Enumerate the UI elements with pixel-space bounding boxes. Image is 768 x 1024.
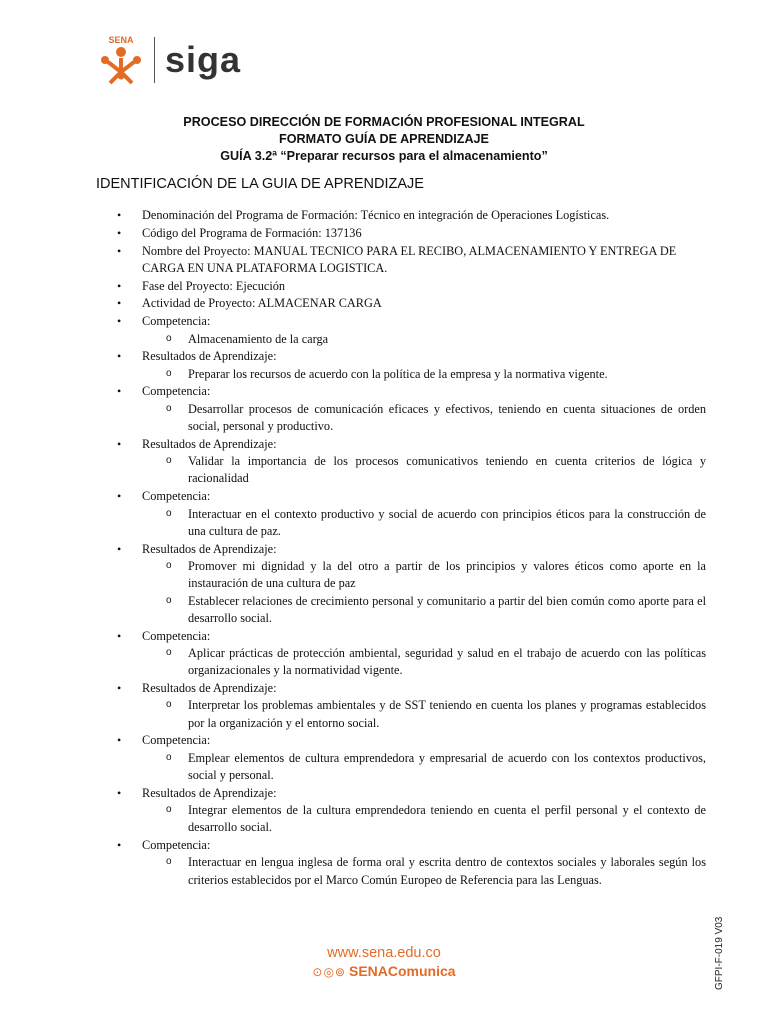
list-item-text: Competencia: xyxy=(142,384,211,399)
list-item xyxy=(96,436,706,488)
list-item xyxy=(96,837,706,889)
list-item xyxy=(96,680,706,732)
sub-list xyxy=(142,750,706,785)
logo-divider xyxy=(154,37,155,83)
sub-list-item: o Interactuar en lengua inglesa de forma oral y escrita dentro de contextos sociales y laborales según los criterios establecidos por el Marco Común Europeo de Referencia para las Lenguas. xyxy=(142,854,706,889)
sub-list-item: o Establecer relaciones de crecimiento personal y comunitario a partir del bien común como aporte para el desarrollo social. xyxy=(142,593,706,628)
sub-list xyxy=(142,645,706,680)
list-item-text: Nombre del Proyecto: MANUAL TECNICO PARA EL RECIBO, ALMACENAMIENTO Y ENTREGA DE CARGA EN UNA PLATAFORMA LOGISTICA. xyxy=(142,243,677,275)
siga-logo: siga xyxy=(165,39,242,80)
footer-url[interactable]: www.sena.edu.co xyxy=(327,945,441,961)
list-item-text: Denominación del Programa de Formación: Técnico en integración de Operaciones Logísticas. xyxy=(142,208,610,222)
sub-list xyxy=(142,401,706,436)
list-item xyxy=(96,541,706,627)
list-item xyxy=(96,383,706,435)
list-item-text: Resultados de Aprendizaje: xyxy=(142,681,277,696)
list-item-text: Competencia: xyxy=(142,733,211,748)
list-item xyxy=(96,313,706,348)
list-item xyxy=(96,295,706,312)
sub-list xyxy=(142,558,706,627)
sub-list-item: o Emplear elementos de cultura emprendedora y empresarial de acuerdo con los contextos productivos, social y personal. xyxy=(142,750,706,785)
list-item-text: Competencia: xyxy=(142,314,211,329)
social-media-icons: ⊙◎⊚ xyxy=(312,965,346,979)
list-item xyxy=(96,732,706,784)
sub-list xyxy=(142,506,706,541)
list-item-text: Competencia: xyxy=(142,489,211,504)
list-item-text: Resultados de Aprendizaje: xyxy=(142,541,277,556)
sub-list xyxy=(142,697,706,732)
footer xyxy=(0,944,768,981)
list-item xyxy=(96,243,706,278)
sub-list xyxy=(142,331,706,348)
sena-logo-icon xyxy=(96,34,146,86)
list-item-text: Actividad de Proyecto: ALMACENAR CARGA xyxy=(142,296,382,311)
sub-list xyxy=(142,453,706,488)
list-item xyxy=(96,628,706,680)
list-item xyxy=(96,278,706,295)
header-line-3: GUÍA 3.2ª “Preparar recursos para el almacenamiento” xyxy=(220,149,548,163)
header-line-1: PROCESO DIRECCIÓN DE FORMACIÓN PROFESIONAL INTEGRAL xyxy=(183,115,585,129)
sub-list xyxy=(142,802,706,837)
list-item xyxy=(96,785,706,837)
sub-list-item: o Aplicar prácticas de protección ambiental, seguridad y salud en el trabajo de acuerdo con las políticas organizacionales y la normatividad vigente. xyxy=(142,645,706,680)
footer-social xyxy=(0,962,768,981)
list-item-text: Resultados de Aprendizaje: xyxy=(142,785,277,800)
sub-list-item: o Interactuar en el contexto productivo y social de acuerdo con principios éticos para la construcción de una cultura de paz. xyxy=(142,506,706,541)
sub-list-item: o Promover mi dignidad y la del otro a partir de los principios y valores éticos como aporte en la instauración de una cultura de paz xyxy=(142,558,706,593)
list-item xyxy=(96,488,706,540)
sub-list xyxy=(142,366,706,383)
list-item xyxy=(96,348,706,383)
list-item-text: Competencia: xyxy=(142,628,211,643)
sub-list-item: o Almacenamiento de la carga xyxy=(142,331,706,348)
list-item xyxy=(96,225,706,242)
form-code: GFPI-F-019 V03 xyxy=(714,916,725,990)
sub-list-item: o Integrar elementos de la cultura emprendedora teniendo en cuenta el perfil personal y el contexto de desarrollo social. xyxy=(142,802,706,837)
list-item xyxy=(96,207,706,224)
list-item-text: Resultados de Aprendizaje: xyxy=(142,349,277,364)
svg-text:SENA: SENA xyxy=(108,35,134,45)
footer-social-handle[interactable]: SENAComunica xyxy=(349,963,456,979)
sub-list-item: o Desarrollar procesos de comunicación eficaces y efectivos, teniendo en cuenta situaciones de orden social, personal y productivo. xyxy=(142,401,706,436)
sub-list-item: o Interpretar los problemas ambientales y de SST teniendo en cuenta los planes y programas establecidos por la organización y el entorno social. xyxy=(142,697,706,732)
list-item-text: Competencia: xyxy=(142,838,211,853)
sub-list-item: o Validar la importancia de los procesos comunicativos teniendo en cuenta criterios de lógica y racionalidad xyxy=(142,453,706,488)
list-item-text: Código del Programa de Formación: 137136 xyxy=(142,225,362,240)
sub-list-item: o Preparar los recursos de acuerdo con la política de la empresa y la normativa vigente. xyxy=(142,366,706,383)
section-title: IDENTIFICACIÓN DE LA GUIA DE APRENDIZAJE xyxy=(96,176,424,192)
identification-list xyxy=(96,207,706,890)
list-item-text: Resultados de Aprendizaje: xyxy=(142,436,277,451)
sub-list xyxy=(142,854,706,889)
document-header xyxy=(0,114,768,165)
list-item-text: Fase del Proyecto: Ejecución xyxy=(142,278,286,293)
header-logo xyxy=(96,34,241,86)
header-line-2: FORMATO GUÍA DE APRENDIZAJE xyxy=(279,132,489,146)
